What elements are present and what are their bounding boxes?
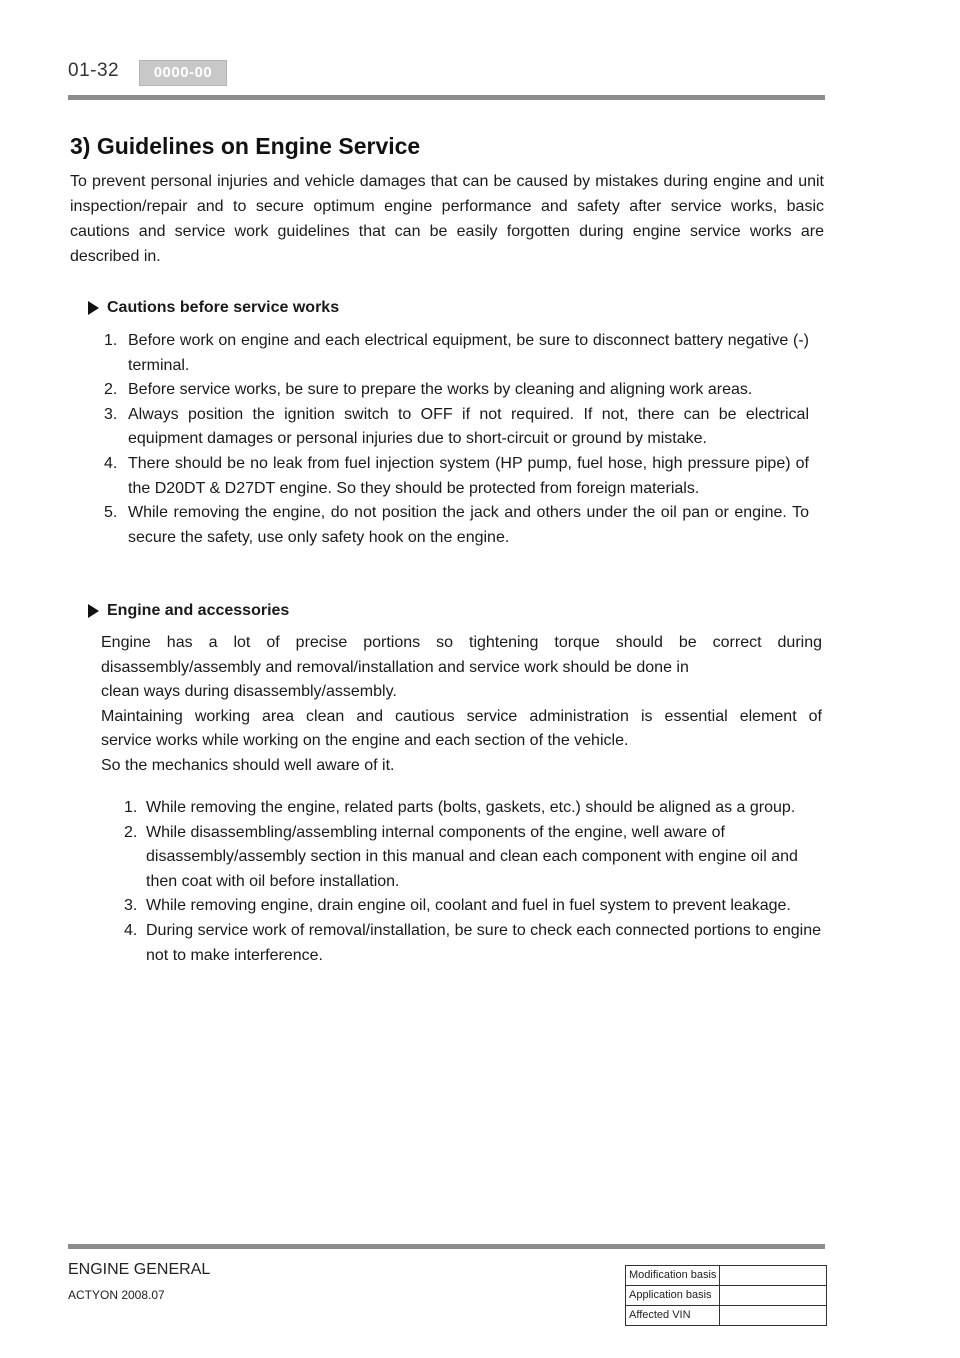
item-text: While removing the engine, do not position the jack and others under the oil pan or engine. To secure the safety, use only safety hook on the engine.	[128, 504, 809, 546]
table-cell-label: Application basis	[626, 1286, 720, 1306]
table-cell-value	[720, 1266, 827, 1286]
section-title: 3) Guidelines on Engine Service	[70, 133, 421, 159]
footer-title: ENGINE GENERAL	[68, 1261, 211, 1278]
engine-list	[124, 796, 824, 968]
item-text: During service work of removal/installation, be sure to check each connected portions to engine not to make interference.	[146, 921, 822, 964]
list-item	[104, 501, 809, 550]
paragraph-line: So the mechanics should well aware of it.	[101, 756, 395, 774]
cautions-list	[104, 329, 809, 550]
intro-paragraph: To prevent personal injuries and vehicle damages that can be caused by mistakes during engine and unit inspection/repair and to secure optimum engine performance and safety after service works, basic cautions and service work guidelines that can be easily forgotten during engine service works are described in.	[70, 173, 824, 265]
item-number: 5.	[104, 504, 118, 522]
paragraph-line: disassembly/assembly and removal/installation and service work should be done in	[101, 658, 689, 676]
engine-heading-text: Engine and accessories	[107, 602, 290, 619]
item-number: 3.	[104, 405, 118, 423]
list-item	[104, 452, 809, 501]
item-number: 4.	[124, 921, 138, 939]
item-text: Always position the ignition switch to OFF if not required. If not, there can be electrical equipment damages or personal injuries due to short-circuit or ground by mistake.	[128, 405, 809, 448]
list-item	[124, 919, 824, 968]
list-item	[104, 329, 809, 378]
list-item	[124, 796, 824, 821]
revision-table	[625, 1265, 827, 1326]
list-item	[104, 403, 809, 452]
section-code-badge: 0000-00	[139, 60, 227, 86]
item-text: While removing engine, drain engine oil, coolant and fuel in fuel system to prevent leakage.	[146, 897, 791, 915]
table-cell-value	[720, 1286, 827, 1306]
paragraph-line: Maintaining working area clean and cautious service administration is essential element of	[101, 707, 822, 725]
page-number: 01-32	[68, 60, 120, 81]
item-text: While removing the engine, related parts (bolts, gaskets, etc.) should be aligned as a group.	[146, 799, 796, 816]
cautions-heading	[88, 297, 339, 319]
item-number: 4.	[104, 454, 118, 472]
item-number: 2.	[104, 381, 118, 399]
list-item	[104, 378, 809, 403]
cautions-heading-text: Cautions before service works	[107, 299, 340, 316]
footer-model-date: ACTYON 2008.07	[68, 1288, 165, 1302]
table-row	[626, 1286, 827, 1306]
list-item	[124, 894, 824, 919]
table-row	[626, 1266, 827, 1286]
table-cell-label: Affected VIN	[626, 1306, 720, 1326]
triangle-bullet-icon	[88, 604, 99, 618]
item-number: 2.	[124, 823, 138, 841]
table-cell-value	[720, 1306, 827, 1326]
paragraph-line: Engine has a lot of precise portions so tightening torque should be correct during	[101, 634, 822, 651]
item-number: 1.	[104, 332, 118, 349]
item-number: 1.	[124, 799, 138, 816]
paragraph-line: clean ways during disassembly/assembly.	[101, 683, 397, 701]
list-item	[124, 821, 824, 895]
table-cell-label: Modification basis	[626, 1266, 720, 1286]
item-text: Before work on engine and each electrical equipment, be sure to disconnect battery negative (-) terminal.	[128, 332, 809, 374]
paragraph-line: service works while working on the engine and each section of the vehicle.	[101, 732, 629, 750]
table-row	[626, 1306, 827, 1326]
triangle-bullet-icon	[88, 301, 99, 315]
item-text: While disassembling/assembling internal components of the engine, well aware of disassembly/assembly section in this manual and clean each component with engine oil and then coat with oil before installation.	[146, 823, 798, 890]
engine-heading	[88, 600, 289, 622]
header-rule	[68, 95, 825, 100]
engine-paragraph	[101, 631, 822, 779]
item-text: There should be no leak from fuel injection system (HP pump, fuel hose, high pressure pipe) of the D20DT & D27DT engine. So they should be protected from foreign materials.	[128, 454, 809, 497]
item-number: 3.	[124, 897, 138, 915]
item-text: Before service works, be sure to prepare the works by cleaning and aligning work areas.	[128, 381, 753, 399]
footer-rule	[68, 1244, 825, 1249]
